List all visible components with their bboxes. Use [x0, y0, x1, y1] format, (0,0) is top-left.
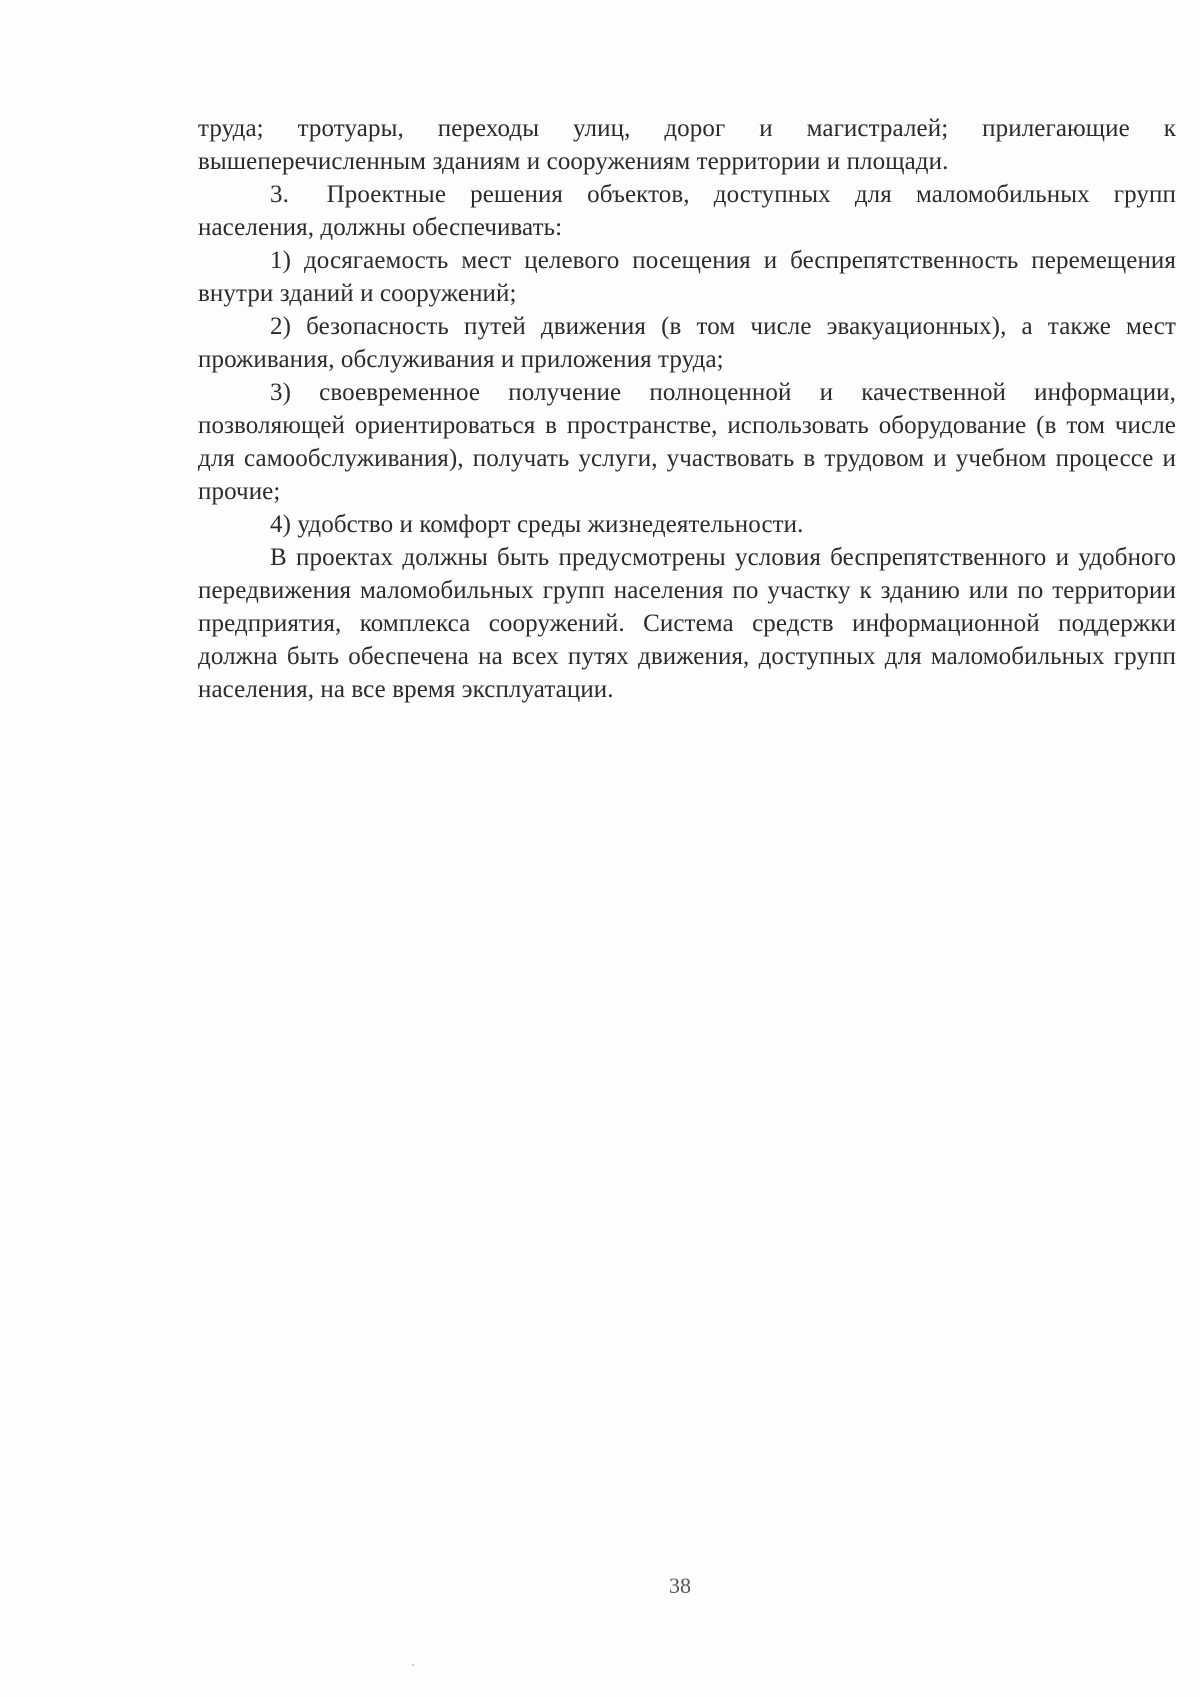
scan-artifact: [412, 1664, 414, 1666]
paragraph-projects: В проектах должны быть предусмотрены условия беспрепятственного и удобного передвижения маломобильных групп населения по участку к зданию или по территории предприятия, комплекса сооружений. Система средств информационной поддержки должна быть обеспечена на всех путях движения, доступных для маломобильных групп населения, на все время эксплуатации.: [198, 544, 1176, 703]
paragraph-continuation: труда; тротуары, переходы улиц, дорог и магистралей; прилегающие к вышеперечисленным зданиям и сооружениям территории и площади.: [198, 115, 1176, 175]
list-item-2: 2) безопасность путей движения (в том числе эвакуационных), а также мест проживания, обслуживания и приложения труда;: [198, 313, 1176, 373]
body-text: [198, 112, 1176, 706]
list-item-1: 1) досягаемость мест целевого посещения и беспрепятственность перемещения внутри зданий и сооружений;: [198, 247, 1176, 307]
page-number: 38: [669, 1573, 691, 1598]
paragraph-section-3: 3. Проектные решения объектов, доступных для маломобильных групп населения, должны обеспечивать:: [198, 181, 1176, 241]
list-item-4: 4) удобство и комфорт среды жизнедеятельности.: [270, 511, 804, 538]
list-item-3: 3) своевременное получение полноценной и качественной информации, позволяющей ориентироваться в пространстве, использовать оборудование (в том числе для самообслуживания), получать услуги, участвовать в трудовом и учебном процессе и прочие;: [198, 379, 1176, 505]
